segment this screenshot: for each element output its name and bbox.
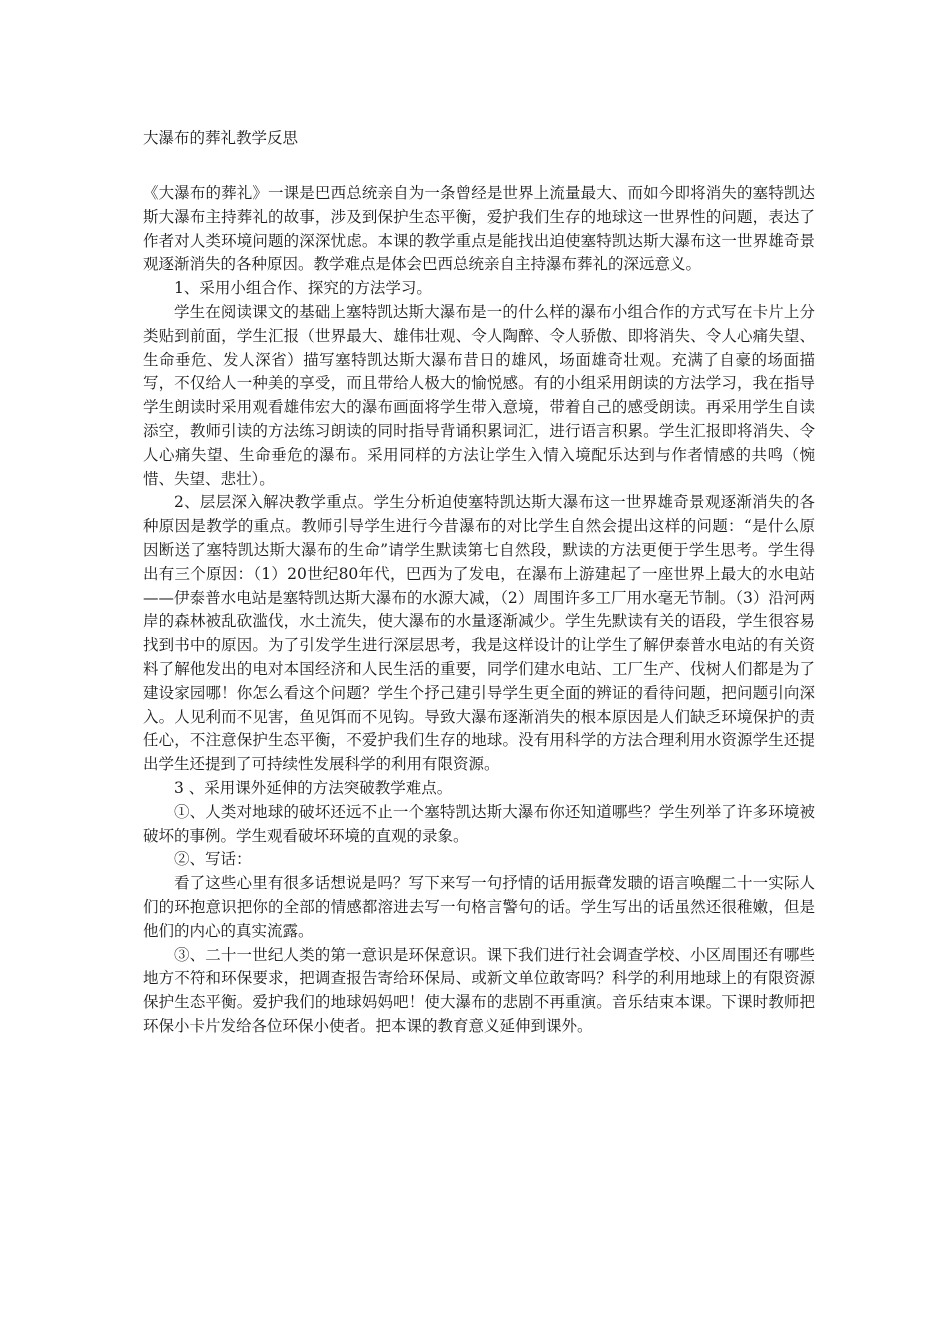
section-1-heading: 1、采用小组合作、探究的方法学习。 (174, 279, 432, 298)
section-3-item-1: ①、人类对地球的破坏还远不止一个塞特凯达斯大瀑布你还知道哪些？学生列举了许多环境被破坏的事例。学生观看破坏环境的直观的录象。 (143, 802, 815, 845)
document-title: 大瀑布的葬礼教学反思 (143, 129, 299, 147)
section-3-heading: 3 、采用课外延伸的方法突破教学难点。 (174, 778, 453, 797)
section-3-item-3: ③、二十一世纪人类的第一意识是环保意识。课下我们进行社会调查学校、小区周围还有哪些地方不符和环保要求，把调查报告寄给环保局、或新文单位敢寄吗？科学的利用地球上的有限资源保护生态平衡。爱护我们的地球妈妈吧！使大瀑布的悲剧不再重演。音乐结束本课。下课时教师把环保小卡片发给各位环保小使者。把本课的教育意义延伸到课外。 (143, 945, 815, 1035)
section-3-item-2-paragraph: 看了这些心里有很多话想说是吗？写下来写一句抒情的话用振聋发聩的语言唤醒二十一实际人们的环抱意识把你的全部的情感都溶进去写一句格言警句的话。学生写出的话虽然还很稚嫩，但是他们的内心的真实流露。 (143, 874, 815, 940)
intro-paragraph: 《大瀑布的葬礼》一课是巴西总统亲自为一条曾经是世界上流量最大、而如今即将消失的塞特凯达斯大瀑布主持葬礼的故事，涉及到保护生态平衡，爱护我们生存的地球这一世界性的问题，表达了作者对人类环境问题的深深忧虑。本课的教学重点是能找出迫使塞特凯达斯大瀑布这一世界雄奇景观逐渐消失的各种原因。教学难点是体会巴西总统亲自主持瀑布葬礼的深远意义。 (143, 184, 815, 274)
section-3-item-2-heading: ②、写话： (174, 850, 252, 869)
document-body (143, 182, 815, 1039)
document-page (143, 126, 815, 1039)
section-1-paragraph: 学生在阅读课文的基础上塞特凯达斯大瀑布是一的什么样的瀑布小组合作的方式写在卡片上分类贴到前面，学生汇报（世界最大、雄伟壮观、令人陶醉、令人骄傲、即将消失、令人心痛失望、生命垂危、发人深省）描写塞特凯达斯大瀑布昔日的雄风，场面雄奇壮观。充满了自豪的场面描写，不仅给人一种美的享受，而且带给人极大的愉悦感。有的小组采用朗读的方法学习，我在指导学生朗读时采用观看雄伟宏大的瀑布画面将学生带入意境，带着自己的感受朗读。再采用学生自读添空，教师引读的方法练习朗读的同时指导背诵积累词汇，进行语言积累。学生汇报即将消失、令人心痛失望、生命垂危的瀑布。采用同样的方法让学生入情入境配乐达到与作者情感的共鸣（惋惜、失望、悲壮）。 (143, 302, 815, 488)
section-2-paragraph: 2、层层深入解决教学重点。学生分析迫使塞特凯达斯大瀑布这一世界雄奇景观逐渐消失的各种原因是教学的重点。教师引导学生进行今昔瀑布的对比学生自然会提出这样的问题：“是什么原因断送了塞特凯达斯大瀑布的生命”请学生默读第七自然段，默读的方法更便于学生思考。学生得出有三个原因：（1）20世纪80年代，巴西为了发电，在瀑布上游建起了一座世界上最大的水电站——伊泰普水电站是塞特凯达斯大瀑布的水源大减，（2）周围许多工厂用水毫无节制。（3）沿河两岸的森林被乱砍滥伐，水土流失，使大瀑布的水量逐渐减少。学生先默读有关的语段，学生很容易找到书中的原因。为了引发学生进行深层思考，我是这样设计的让学生了解伊泰普水电站的有关资料了解他发出的电对本国经济和人民生活的重要，同学们建水电站、工厂生产、伐树人们都是为了建设家园哪！你怎么看这个问题？学生个抒己建引导学生更全面的辨证的看待问题，把问题引向深入。人见利而不见害，鱼见饵而不见钩。导致大瀑布逐渐消失的根本原因是人们缺乏环境保护的责任心，不注意保护生态平衡，不爱护我们生存的地球。没有用科学的方法合理利用水资源学生还提出学生还提到了可持续性发展科学的利用有限资源。 (143, 493, 815, 774)
